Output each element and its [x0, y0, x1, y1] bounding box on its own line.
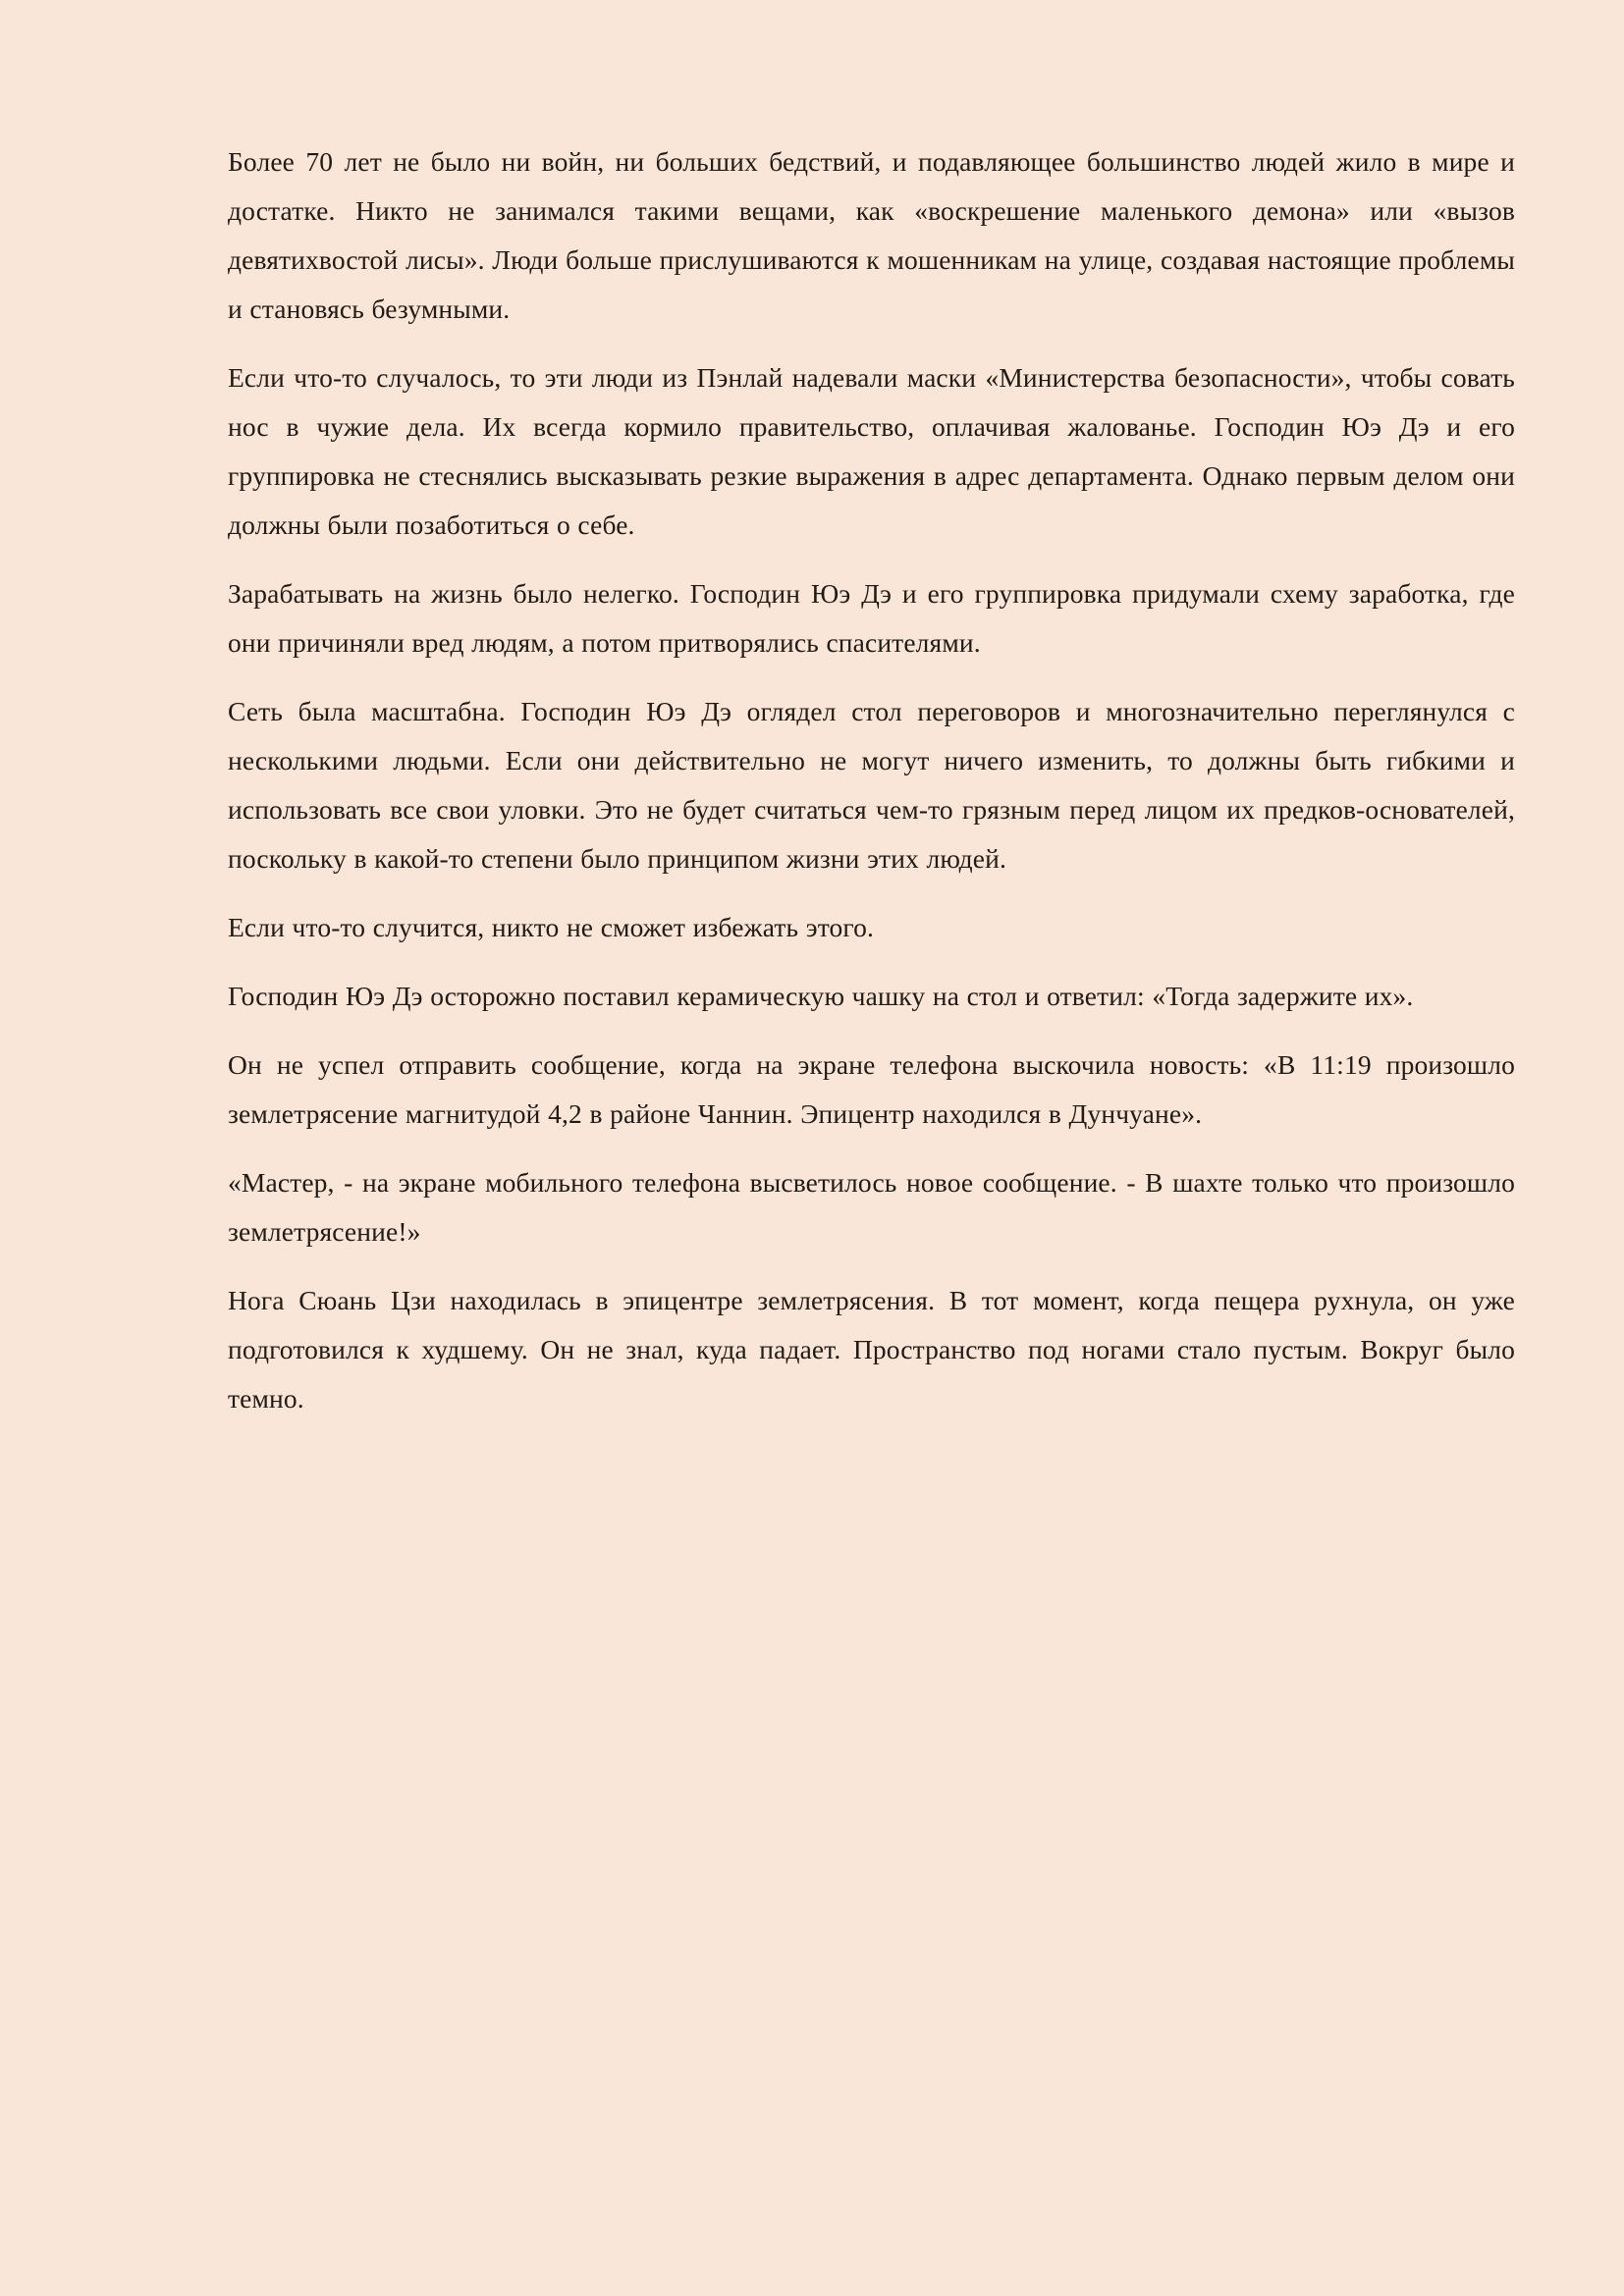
paragraph: «Мастер, - на экране мобильного телефона высветилось новое сообщение. - В шахте только что произошло землетрясение!»: [228, 1167, 1515, 1247]
paragraph: Он не успел отправить сообщение, когда на экране телефона выскочила новость: «В 11:19 произошло землетрясение магнитудой 4,2 в районе Чаннин. Эпицентр находился в Дунчуане».: [228, 1049, 1515, 1129]
paragraph: Если что-то случалось, то эти люди из Пэнлай надевали маски «Министерства безопасности», чтобы совать нос в чужие дела. Их всегда кормило правительство, оплачивая жалованье. Господин Юэ Дэ и его группировка не стеснялись высказывать резкие выражения в адрес департамента. Однако первым делом они должны были позаботиться о себе.: [228, 362, 1515, 540]
paragraph: Если что-то случится, никто не сможет избежать этого.: [228, 912, 875, 942]
paragraph: Господин Юэ Дэ осторожно поставил керамическую чашку на стол и ответил: «Тогда задержите их».: [228, 981, 1414, 1011]
document-body: [228, 137, 1515, 1423]
paragraph: Зарабатывать на жизнь было нелегко. Господин Юэ Дэ и его группировка придумали схему заработка, где они причиняли вред людям, а потом притворялись спасителями.: [228, 578, 1515, 658]
paragraph: Более 70 лет не было ни войн, ни больших бедствий, и подавляющее большинство людей жило в мире и достатке. Никто не занимался такими вещами, как «воскрешение маленького демона» или «вызов девятихвостой лисы». Люди больше прислушиваются к мошенникам на улице, создавая настоящие проблемы и становясь безумными.: [228, 146, 1515, 324]
paragraph: Нога Сюань Цзи находилась в эпицентре землетрясения. В тот момент, когда пещера рухнула, он уже подготовился к худшему. Он не знал, куда падает. Пространство под ногами стало пустым. Вокруг было темно.: [228, 1285, 1515, 1414]
paragraph: Сеть была масштабна. Господин Юэ Дэ оглядел стол переговоров и многозначительно переглянулся с несколькими людьми. Если они действительно не могут ничего изменить, то должны быть гибкими и использовать все свои уловки. Это не будет считаться чем-то грязным перед лицом их предков-основателей, поскольку в какой-то степени было принципом жизни этих людей.: [228, 696, 1515, 874]
